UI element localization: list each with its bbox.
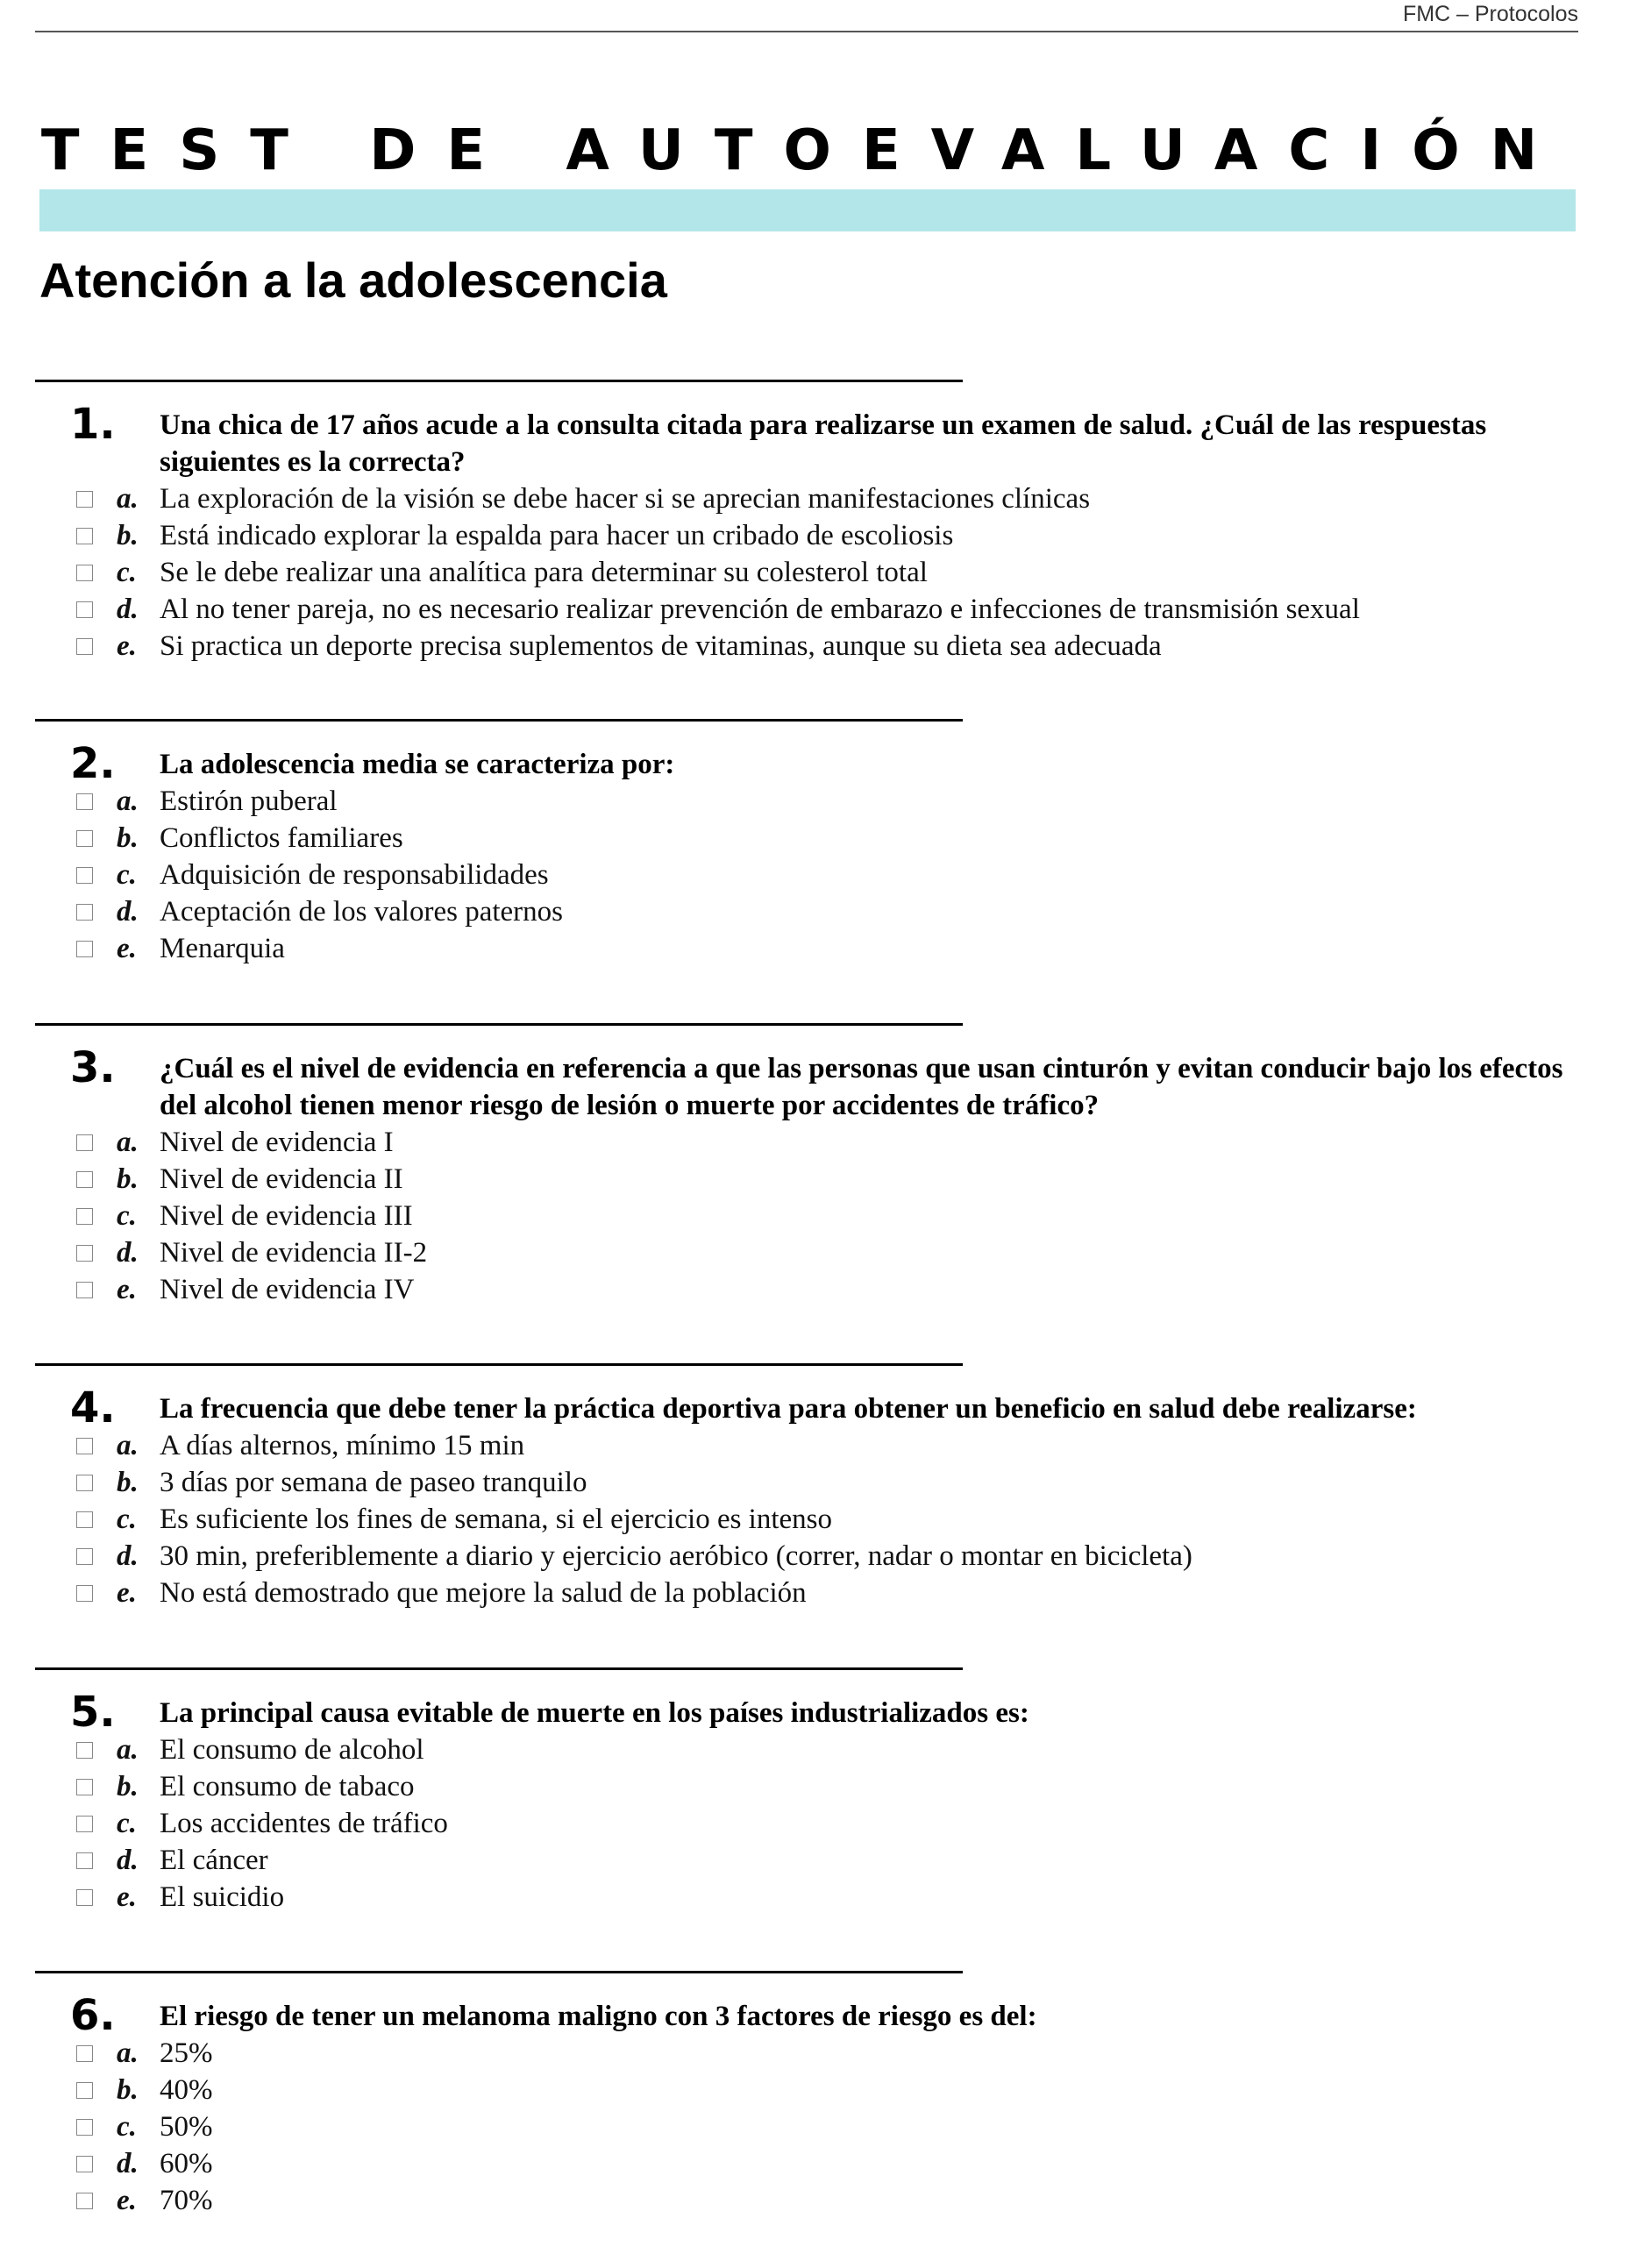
checkbox[interactable]: [76, 1742, 93, 1759]
option-letter: b.: [117, 2073, 139, 2106]
question-text: La principal causa evitable de muerte en los países industrializados es:: [160, 1697, 1029, 1729]
option-c[interactable]: [35, 1805, 1578, 1842]
option-letter: c.: [117, 1807, 137, 1839]
checkbox[interactable]: [76, 2045, 93, 2062]
checkbox[interactable]: [76, 491, 93, 508]
option-letter: d.: [117, 1844, 139, 1876]
checkbox[interactable]: [76, 1171, 93, 1188]
option-d[interactable]: [35, 1538, 1578, 1575]
option-text: 3 días por semana de paseo tranquilo: [160, 1467, 587, 1498]
question-6: [35, 1971, 1578, 2219]
option-c[interactable]: [35, 1501, 1578, 1538]
option-letter: b.: [117, 1770, 139, 1802]
option-b[interactable]: [35, 1768, 1578, 1805]
question-divider: [35, 1667, 963, 1670]
checkbox[interactable]: [76, 1511, 93, 1528]
option-text: Adquisición de responsabilidades: [160, 859, 549, 891]
option-letter: e.: [117, 932, 137, 964]
option-e[interactable]: [35, 2182, 1578, 2219]
option-e[interactable]: [35, 1271, 1578, 1308]
checkbox[interactable]: [76, 565, 93, 581]
option-text: El consumo de alcohol: [160, 1734, 424, 1766]
checkbox[interactable]: [76, 1585, 93, 1602]
question-divider: [35, 1023, 963, 1026]
question-number: 2.: [70, 739, 116, 788]
option-b[interactable]: [35, 517, 1578, 554]
checkbox[interactable]: [76, 2119, 93, 2136]
checkbox[interactable]: [76, 941, 93, 957]
test-title: TEST DE AUTOEVALUACIÓN: [40, 118, 1569, 183]
option-d[interactable]: [35, 893, 1578, 930]
option-text: La exploración de la visión se debe hacer si se aprecian manifestaciones clínicas: [160, 483, 1091, 515]
question-text: La frecuencia que debe tener la práctica deportiva para obtener un beneficio en salud debe realizarse:: [160, 1393, 1417, 1425]
option-letter: a.: [117, 785, 139, 817]
checkbox[interactable]: [76, 1548, 93, 1565]
option-c[interactable]: [35, 2108, 1578, 2145]
option-letter: c.: [117, 556, 137, 588]
option-letter: c.: [117, 2110, 137, 2143]
question-text: ¿Cuál es el nivel de evidencia en referencia a que las personas que usan cinturón y evitan conducir bajo los efectos del alcohol tienen menor riesgo de lesión o muerte por accidentes de tráfico?: [160, 1053, 1563, 1121]
option-letter: d.: [117, 593, 139, 625]
option-c[interactable]: [35, 857, 1578, 893]
option-letter: a.: [117, 1126, 139, 1158]
option-letter: a.: [117, 482, 139, 515]
option-text: No está demostrado que mejore la salud de la población: [160, 1577, 807, 1609]
checkbox[interactable]: [76, 1134, 93, 1151]
option-e[interactable]: [35, 930, 1578, 967]
option-text: Es suficiente los fines de semana, si el ejercicio es intenso: [160, 1504, 833, 1535]
checkbox[interactable]: [76, 638, 93, 655]
checkbox[interactable]: [76, 1816, 93, 1832]
checkbox[interactable]: [76, 867, 93, 884]
checkbox[interactable]: [76, 1208, 93, 1225]
option-d[interactable]: [35, 591, 1578, 628]
option-text: Nivel de evidencia IV: [160, 1274, 415, 1305]
section-title: Atención a la adolescencia: [39, 252, 667, 308]
option-text: El suicidio: [160, 1881, 285, 1913]
option-a[interactable]: [35, 1731, 1578, 1768]
option-letter: c.: [117, 1199, 137, 1232]
option-d[interactable]: [35, 1234, 1578, 1271]
checkbox[interactable]: [76, 601, 93, 618]
option-text: 30 min, preferiblemente a diario y ejercicio aeróbico (correr, nadar o montar en bicicleta): [160, 1540, 1192, 1572]
question-3: [35, 1023, 1578, 1308]
option-text: Aceptación de los valores paternos: [160, 896, 564, 928]
checkbox[interactable]: [76, 1852, 93, 1869]
running-head-text: FMC – Protocolos: [1402, 2, 1578, 26]
checkbox[interactable]: [76, 2156, 93, 2172]
question-divider: [35, 1971, 963, 1973]
option-b[interactable]: [35, 2072, 1578, 2108]
question-1: [35, 380, 1578, 665]
option-text: Conflictos familiares: [160, 822, 403, 854]
option-text: 50%: [160, 2111, 213, 2143]
checkbox[interactable]: [76, 904, 93, 921]
option-a[interactable]: [35, 1427, 1578, 1464]
question-number: 5.: [70, 1688, 116, 1737]
running-head: [35, 0, 1578, 32]
option-letter: a.: [117, 2037, 139, 2069]
question-number: 3.: [70, 1043, 116, 1092]
question-divider: [35, 380, 963, 382]
option-b[interactable]: [35, 1161, 1578, 1198]
option-a[interactable]: [35, 480, 1578, 517]
option-a[interactable]: [35, 1124, 1578, 1161]
checkbox[interactable]: [76, 2193, 93, 2209]
checkbox[interactable]: [76, 1779, 93, 1795]
option-letter: b.: [117, 821, 139, 854]
checkbox[interactable]: [76, 1438, 93, 1454]
option-d[interactable]: [35, 2145, 1578, 2182]
question-divider: [35, 719, 963, 722]
option-text: Los accidentes de tráfico: [160, 1808, 448, 1839]
option-letter: e.: [117, 2184, 137, 2216]
option-letter: e.: [117, 1576, 137, 1609]
option-letter: b.: [117, 519, 139, 551]
option-text: A días alternos, mínimo 15 min: [160, 1430, 525, 1461]
option-d[interactable]: [35, 1842, 1578, 1879]
option-text: Se le debe realizar una analítica para determinar su colesterol total: [160, 557, 928, 588]
option-text: Nivel de evidencia II: [160, 1163, 403, 1195]
option-text: El consumo de tabaco: [160, 1771, 415, 1802]
option-e[interactable]: [35, 1575, 1578, 1611]
question-4: [35, 1363, 1578, 1611]
question-2: [35, 719, 1578, 967]
option-text: Si practica un deporte precisa suplementos de vitaminas, aunque su dieta sea adecuada: [160, 630, 1162, 662]
option-letter: d.: [117, 895, 139, 928]
option-a[interactable]: [35, 783, 1578, 820]
checkbox[interactable]: [76, 1282, 93, 1298]
checkbox[interactable]: [76, 793, 93, 810]
question-number: 6.: [70, 1991, 116, 2040]
checkbox[interactable]: [76, 1475, 93, 1491]
question-text: El riesgo de tener un melanoma maligno con 3 factores de riesgo es del:: [160, 2001, 1037, 2032]
option-letter: c.: [117, 1503, 137, 1535]
option-letter: e.: [117, 1881, 137, 1913]
question-text: Una chica de 17 años acude a la consulta citada para realizarse un examen de salud. ¿Cuál de las respuestas siguientes es la correcta?: [160, 409, 1487, 478]
option-letter: e.: [117, 1273, 137, 1305]
option-letter: c.: [117, 858, 137, 891]
option-letter: d.: [117, 2147, 139, 2179]
option-text: 70%: [160, 2185, 213, 2216]
option-letter: b.: [117, 1466, 139, 1498]
checkbox[interactable]: [76, 830, 93, 847]
option-text: Menarquia: [160, 933, 285, 964]
option-c[interactable]: [35, 554, 1578, 591]
question-number: 4.: [70, 1383, 116, 1433]
option-c[interactable]: [35, 1198, 1578, 1234]
checkbox[interactable]: [76, 2082, 93, 2099]
option-text: 40%: [160, 2074, 213, 2106]
option-letter: e.: [117, 629, 137, 662]
question-5: [35, 1667, 1578, 1916]
option-text: Nivel de evidencia II-2: [160, 1237, 428, 1269]
option-text: Al no tener pareja, no es necesario realizar prevención de embarazo e infecciones de transmisión sexual: [160, 594, 1360, 625]
option-letter: b.: [117, 1162, 139, 1195]
option-e[interactable]: [35, 1879, 1578, 1916]
option-b[interactable]: [35, 820, 1578, 857]
option-a[interactable]: [35, 2035, 1578, 2072]
option-e[interactable]: [35, 628, 1578, 665]
option-text: Estirón puberal: [160, 786, 338, 817]
option-text: Nivel de evidencia III: [160, 1200, 413, 1232]
question-number: 1.: [70, 400, 116, 449]
question-text: La adolescencia media se caracteriza por:: [160, 749, 675, 780]
question-divider: [35, 1363, 963, 1366]
option-text: Nivel de evidencia I: [160, 1127, 394, 1158]
checkbox[interactable]: [76, 528, 93, 544]
option-letter: d.: [117, 1539, 139, 1572]
option-letter: d.: [117, 1236, 139, 1269]
checkbox[interactable]: [76, 1245, 93, 1262]
option-letter: a.: [117, 1733, 139, 1766]
option-text: Está indicado explorar la espalda para hacer un cribado de escoliosis: [160, 520, 954, 551]
option-text: 60%: [160, 2148, 213, 2179]
option-text: 25%: [160, 2037, 213, 2069]
option-letter: a.: [117, 1429, 139, 1461]
option-text: El cáncer: [160, 1845, 268, 1876]
checkbox[interactable]: [76, 1889, 93, 1906]
title-band: [39, 189, 1576, 231]
option-b[interactable]: [35, 1464, 1578, 1501]
